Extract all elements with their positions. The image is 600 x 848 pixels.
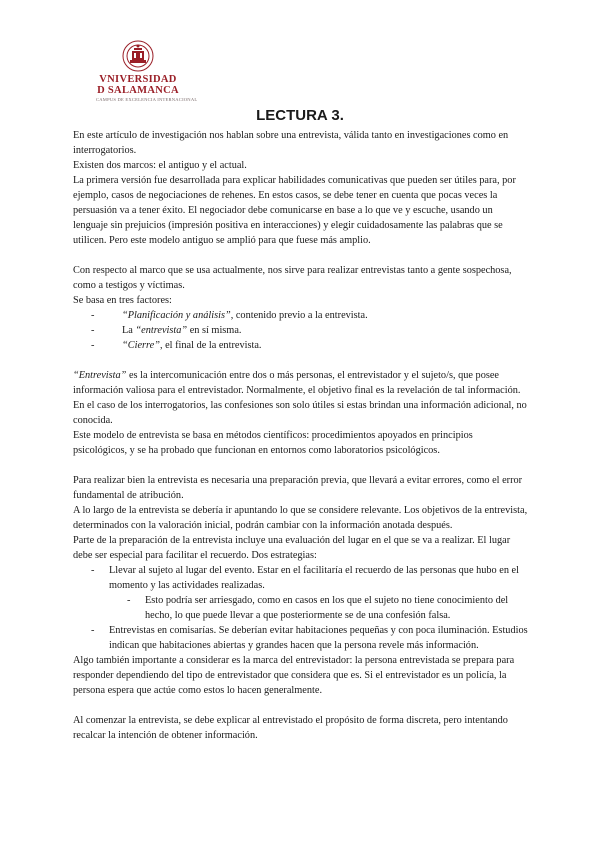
strategies-sublist: [73, 593, 529, 623]
logo-line-1: VNIVERSIDAD: [99, 74, 177, 85]
list-item: - “Planificación y análisis”, contenido previo a la entrevista.: [91, 310, 368, 321]
body-text: [73, 128, 529, 743]
list-item: - “Cierre”, el final de la entrevista.: [91, 340, 262, 351]
university-logo: [96, 38, 198, 103]
university-seal-icon: [118, 38, 158, 74]
page-title: LECTURA 3.: [256, 107, 344, 124]
paragraph: “Entrevista” es la intercomunicación entre dos o más personas, el entrevistador y el sujeto/s, que posee información valiosa para el entrevistador. Normalmente, el objetivo final es la revelación de tal información. En el caso de los interrogatorios, las confesiones son solo útiles si estas brindan una información adicional, no conocida.: [73, 370, 527, 426]
paragraph: Se basa en tres factores:: [73, 295, 172, 306]
paragraph: A lo largo de la entrevista se debería ir apuntando lo que se considere relevante. Los objetivos de la entrevista, determinados con la valoración inicial, podrán cambiar con la información anotada después.: [73, 505, 528, 531]
paragraph: Con respecto al marco que se usa actualmente, nos sirve para realizar entrevistas tanto a gente sospechosa, como a testigos y víctimas.: [73, 265, 512, 291]
factors-list: [73, 308, 529, 353]
term: “Planificación y análisis”: [122, 310, 231, 321]
paragraph: Parte de la preparación de la entrevista incluye una evaluación del lugar en el que se va a realizar. El lugar debe ser especial para facilitar el recuerdo. Dos estrategias:: [73, 535, 511, 561]
logo-line-3: CAMPUS DE EXCELENCIA INTERNACIONAL: [96, 97, 198, 102]
paragraph: En este artículo de investigación nos hablan sobre una entrevista, válida tanto en investigaciones como en interrogatorios.: [73, 130, 509, 156]
strategies-list-2: [73, 623, 529, 653]
logo-line-2: D SALAMANCA: [97, 85, 179, 96]
list-item: - La “entrevista” en sí misma.: [91, 325, 242, 336]
paragraph: Al comenzar la entrevista, se debe explicar al entrevistado el propósito de forma discreta, pero intentando recalcar la intención de obtener información.: [73, 715, 508, 741]
strategies-list: [73, 563, 529, 593]
paragraph: Este modelo de entrevista se basa en métodos científicos: procedimientos apoyados en principios psicológicos, y se ha probado que funcionan en entornos como laboratorios psicológicos.: [73, 430, 473, 456]
list-item: - Esto podría ser arriesgado, como en casos en los que el sujeto no tiene conocimiento del hecho, lo que puede llevar a que posteriormente se de una confesión falsa.: [127, 595, 509, 621]
term: “entrevista”: [135, 325, 188, 336]
term: “Entrevista”: [73, 370, 127, 381]
paragraph: Existen dos marcos: el antiguo y el actual.: [73, 160, 247, 171]
term: “Cierre”: [122, 340, 160, 351]
list-item: - Entrevistas en comisarías. Se deberían evitar habitaciones pequeñas y con poca iluminación. Estudios indican que habitaciones abiertas y grandes hacen que la persona revele más información.: [91, 625, 528, 651]
paragraph: La primera versión fue desarrollada para explicar habilidades comunicativas que pueden ser útiles para, por ejemplo, casos de negociaciones de rehenes. En estos casos, se debe tener en cuenta que pocas veces la persuasión va a tener éxito. El negociador debe comunicarse en base a lo que ve y escuche, usando un lenguaje sin prejuicios (impresión positiva en interacciones) y elegir cuidadosamente las palabras que se utilicen. Pero este modelo antiguo se amplió para que fuese más amplio.: [73, 175, 516, 246]
list-item: - Llevar al sujeto al lugar del evento. Estar en el facilitaría el recuerdo de las personas que hubo en el momento y las actividades realizadas.: [91, 565, 519, 591]
paragraph: Algo también importante a considerar es la marca del entrevistador: la persona entrevistada se prepara para responder dependiendo del tipo de entrevistador que considera que es. Si el entrevistador es un policía, la persona espera que actúe como estos lo hacen generalmente.: [73, 655, 515, 696]
paragraph: Para realizar bien la entrevista es necesaria una preparación previa, que llevará a evitar errores, como el error fundamental de atribución.: [73, 475, 523, 501]
